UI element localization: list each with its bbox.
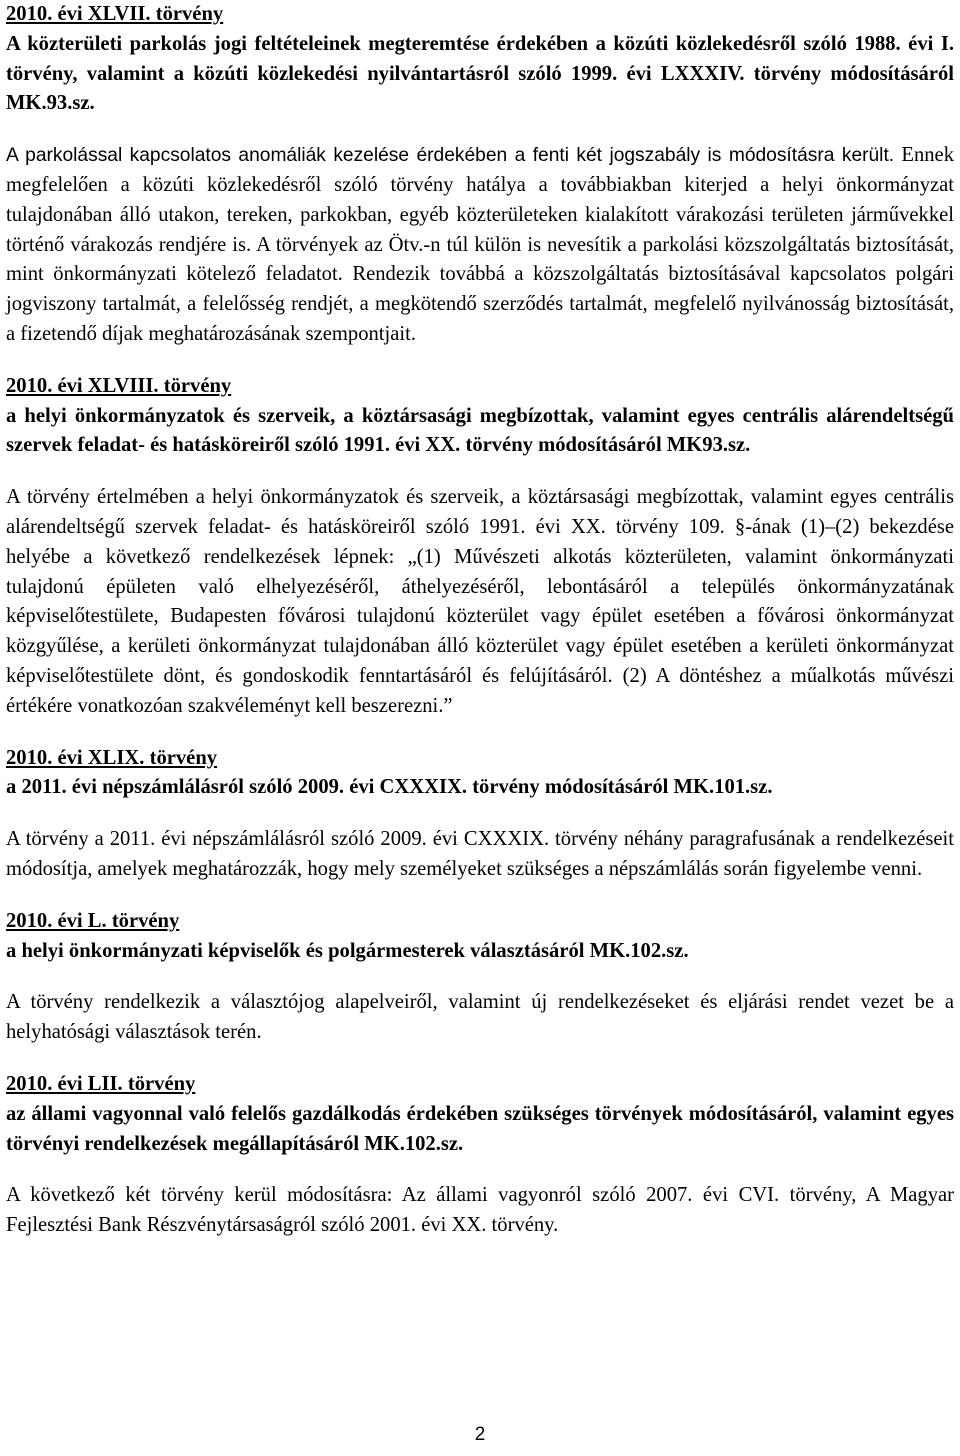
law-number: 2010. évi LII. törvény [6, 1072, 196, 1095]
law-number: 2010. évi XLVIII. törvény [6, 374, 232, 397]
law-heading [6, 907, 954, 967]
law-title: az állami vagyonnal való felelős gazdálkodás érdekében szükséges törvények módosításáról, valamint egyes törvényi rendelkezések megállapításáról MK.102.sz. [6, 1102, 954, 1155]
law-title: a 2011. évi népszámlálásról szóló 2009. évi CXXXIX. törvény módosításáról MK.101.sz. [6, 776, 773, 799]
document-page [6, 0, 954, 1241]
law-summary [6, 141, 954, 350]
law-summary-body: Ennek megfelelően a közúti közlekedésről szóló törvény hatálya a továbbiakban kiterjed a helyi önkormányzat tulajdonában álló utakon, tereken, parkokban, egyéb közterületeken kialakított várakozási területen járművekkel történő várakozás rendjére is. A törvények az Ötv.-n túl külön is nevesítik a parkolási közszolgáltatás biztosítását, mint önkormányzati kötelező feladatot. Rendezik továbbá a közszolgáltatás biztosításával kapcsolatos polgári jogviszony tartalmát, a felelősség rendjét, a megkötendő szerződés tartalmát, megfelelő nyilvánosság biztosítását, a fizetendő díjak meghatározásának szempontjait. [6, 144, 954, 345]
law-summary: A törvény értelmében a helyi önkormányzatok és szerveik, a köztársasági megbízottak, valamint egyes centrális alárendeltségű szervek feladat- és hatásköreiről szóló 1991. évi XX. törvény 109. §-ának (1)–(2) bekezdése helyébe a következő rendelkezések lépnek: „(1) Művészeti alkotás közterületen, valamint önkormányzati tulajdonú épületen való elhelyezéséről, áthelyezéséről, lebontásáról a település önkormányzatának képviselőtestülete, Budapesten fővárosi tulajdonú közterület vagy épület esetében a fővárosi önkormányzat közgyűlése, a kerületi önkormányzat tulajdonában álló közterület vagy épület esetében a kerületi önkormányzat képviselőtestülete dönt, és gondoskodik fenntartásáról és felújításáról. (2) A döntéshez a műalkotás művészi értékére vonatkozóan szakvéleményt kell beszerezni.” [6, 486, 954, 717]
law-title: A közterületi parkolás jogi feltételeinek megteremtése érdekében a közúti közlekedésről szóló 1988. évi I. törvény, valamint a közúti közlekedési nyilvántartásról szóló 1999. évi LXXXIV. törvény módosításáról MK.93.sz. [6, 32, 954, 115]
law-summary-lead: A parkolással kapcsolatos anomáliák kezelése érdekében a fenti két jogszabály is módosításra került. [6, 145, 895, 167]
law-heading [6, 744, 954, 804]
law-heading [6, 372, 954, 461]
law-number: 2010. évi XLVII. törvény [6, 3, 224, 25]
law-summary: A törvény a 2011. évi népszámlálásról szóló 2009. évi CXXXIX. törvény néhány paragrafusának a rendelkezéseit módosítja, amelyek meghatározzák, hogy mely személyeket szükséges a népszámlálás során figyelembe venni. [6, 828, 954, 880]
law-summary: A következő két törvény kerül módosításra: Az állami vagyonról szóló 2007. évi CVI. törvény, A Magyar Fejlesztési Bank Részvénytársaságról szóló 2001. évi XX. törvény. [6, 1184, 954, 1237]
page-number: 2 [474, 1424, 486, 1445]
law-number: 2010. évi XLIX. törvény [6, 746, 218, 769]
law-heading [6, 0, 954, 119]
law-heading [6, 1070, 954, 1159]
law-title: a helyi önkormányzati képviselők és polgármesterek választásáról MK.102.sz. [6, 939, 689, 962]
law-summary: A törvény rendelkezik a választójog alapelveiről, valamint új rendelkezéseket és eljárási rendet vezet be a helyhatósági választások terén. [6, 991, 954, 1044]
law-title: a helyi önkormányzatok és szerveik, a köztársasági megbízottak, valamint egyes centrális alárendeltségű szervek feladat- és hatásköreiről szóló 1991. évi XX. törvény módosításáról MK93.sz. [6, 404, 954, 457]
law-number: 2010. évi L. törvény [6, 909, 180, 932]
